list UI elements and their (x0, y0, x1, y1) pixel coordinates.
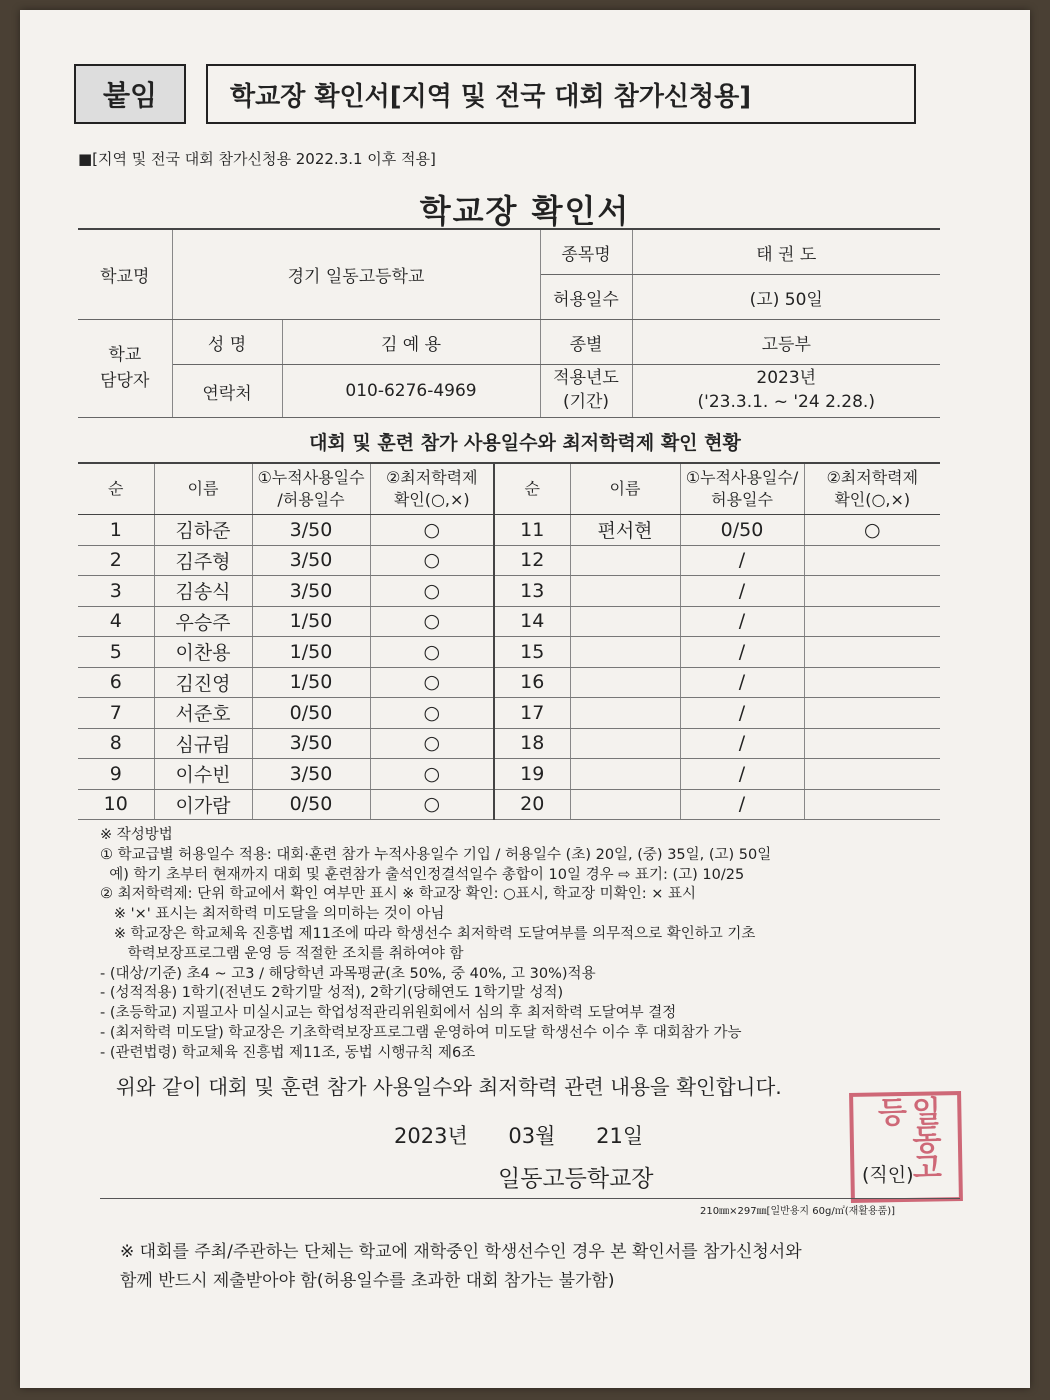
min-academic-check: ○ (370, 515, 494, 546)
table-row (78, 728, 940, 759)
student-name: 김주형 (154, 545, 252, 576)
division-label: 종별 (540, 320, 632, 365)
used-days: 1/50 (252, 606, 370, 637)
instruction-line: 학력보장프로그램 운영 등 적절한 조치를 취하여야 함 (100, 945, 464, 962)
official-seal: 일동고등 (849, 1091, 963, 1203)
table-row (78, 698, 940, 729)
used-days: / (680, 759, 804, 790)
student-name (570, 667, 680, 698)
row-num: 6 (78, 667, 154, 698)
attachment-tag: 붙임 (74, 64, 186, 124)
min-academic-check (804, 759, 940, 790)
instruction-line: ※ '×' 표시는 최저학력 미도달을 의미하는 것이 아님 (100, 906, 445, 923)
instruction-line: - (성적적용) 1학기(전년도 2학기말 성적), 2학기(당해연도 1학기말 성적) (100, 985, 564, 1002)
student-name: 우승주 (154, 606, 252, 637)
row-num: 17 (494, 698, 570, 729)
instruction-line: ※ 학교장은 학교체육 진흥법 제11조에 따라 학생선수 최저학력 도달여부를 의무적으로 확인하고 기초 (100, 925, 756, 942)
sport-value: 태 권 도 (632, 229, 940, 275)
col-name-2: 이름 (570, 463, 680, 515)
min-academic-check: ○ (370, 606, 494, 637)
student-name (570, 728, 680, 759)
min-academic-check: ○ (370, 759, 494, 790)
document-title: 학교장 확인서 (419, 192, 631, 230)
row-num: 19 (494, 759, 570, 790)
min-academic-check (804, 637, 940, 668)
contact-value: 010-6276-4969 (282, 365, 540, 418)
roster-table (78, 462, 940, 820)
name-label: 성 명 (172, 320, 282, 365)
student-name: 이가람 (154, 789, 252, 820)
school-label: 학교명 (78, 229, 172, 320)
issue-date (394, 1120, 677, 1150)
contact-label: 연락처 (172, 365, 282, 418)
year-value: 2023년 ('23.3.1. ~ '24 2.28.) (632, 365, 940, 418)
min-academic-check: ○ (804, 515, 940, 546)
student-name: 이찬용 (154, 637, 252, 668)
used-days: 3/50 (252, 515, 370, 546)
instruction-line: - (최저학력 미도달) 학교장은 기초학력보장프로그램 운영하여 미도달 학생선수 이수 후 대회참가 가능 (100, 1024, 742, 1041)
student-name (570, 698, 680, 729)
student-name (570, 606, 680, 637)
student-name: 김하준 (154, 515, 252, 546)
student-name: 심규림 (154, 728, 252, 759)
row-num: 20 (494, 789, 570, 820)
table-row (78, 759, 940, 790)
used-days: 3/50 (252, 759, 370, 790)
row-num: 5 (78, 637, 154, 668)
used-days: / (680, 789, 804, 820)
min-academic-check (804, 789, 940, 820)
instruction-line: - (초등학교) 지필고사 미실시교는 학업성적관리위원회에서 심의 후 최저학력 도달여부 결정 (100, 1005, 677, 1022)
used-days: 0/50 (252, 698, 370, 729)
row-num: 1 (78, 515, 154, 546)
col-num-2: 순 (494, 463, 570, 515)
divider (100, 1198, 960, 1199)
date-year: 2023년 (394, 1124, 468, 1148)
instruction-line: 예) 학기 초부터 현재까지 대회 및 훈련참가 출석인정결석일수 총합이 10일 경우 ⇨ 표기: (고) 10/25 (100, 866, 745, 883)
min-academic-check: ○ (370, 789, 494, 820)
min-academic-check (804, 728, 940, 759)
used-days: / (680, 606, 804, 637)
instructions (100, 826, 960, 1064)
instruction-line: ② 최저학력제: 단위 학교에서 확인 여부만 표시 ※ 학교장 확인: ○표시, 학교장 미확인: × 표시 (100, 886, 696, 903)
student-name: 서준호 (154, 698, 252, 729)
student-name: 김진영 (154, 667, 252, 698)
row-num: 4 (78, 606, 154, 637)
name-value: 김 예 용 (282, 320, 540, 365)
used-days: 1/50 (252, 637, 370, 668)
used-days: 0/50 (680, 515, 804, 546)
used-days: 0/50 (252, 789, 370, 820)
confirmation-statement: 위와 같이 대회 및 훈련 참가 사용일수와 최저학력 관련 내용을 확인합니다. (116, 1075, 782, 1099)
used-days: 3/50 (252, 545, 370, 576)
allowed-days-label: 허용일수 (540, 275, 632, 320)
row-num: 10 (78, 789, 154, 820)
used-days: / (680, 637, 804, 668)
student-name: 편서현 (570, 515, 680, 546)
section-title: 대회 및 훈련 참가 사용일수와 최저학력제 확인 현황 (309, 432, 741, 454)
division-value: 고등부 (632, 320, 940, 365)
col-name: 이름 (154, 463, 252, 515)
row-num: 8 (78, 728, 154, 759)
footer-note: ※ 대회를 주최/주관하는 단체는 학교에 재학중인 학생선수인 경우 본 확인서를 참가신청서와 함께 반드시 제출받아야 함(허용일수를 초과한 대회 참가는 불가함) (120, 1242, 802, 1291)
min-academic-check (804, 667, 940, 698)
document-page (20, 10, 1030, 1388)
manager-label: 학교 담당자 (78, 320, 172, 418)
principal-title: 일동고등학교장 (498, 1166, 654, 1192)
min-academic-check: ○ (370, 637, 494, 668)
min-academic-check: ○ (370, 698, 494, 729)
date-month: 03월 (508, 1124, 556, 1148)
used-days: / (680, 698, 804, 729)
row-num: 18 (494, 728, 570, 759)
row-num: 12 (494, 545, 570, 576)
student-name: 이수빈 (154, 759, 252, 790)
min-academic-check: ○ (370, 545, 494, 576)
used-days: / (680, 667, 804, 698)
header-title: 학교장 확인서[지역 및 전국 대회 참가신청용] (206, 64, 916, 124)
year-label: 적용년도 (기간) (540, 365, 632, 418)
min-academic-check: ○ (370, 667, 494, 698)
student-name (570, 759, 680, 790)
row-num: 15 (494, 637, 570, 668)
col-days: ①누적사용일수 /허용일수 (252, 463, 370, 515)
row-num: 3 (78, 576, 154, 607)
row-num: 11 (494, 515, 570, 546)
used-days: / (680, 576, 804, 607)
row-num: 7 (78, 698, 154, 729)
row-num: 16 (494, 667, 570, 698)
row-num: 2 (78, 545, 154, 576)
col-confirm: ②최저학력제 확인(○,×) (370, 463, 494, 515)
min-academic-check: ○ (370, 728, 494, 759)
student-name (570, 545, 680, 576)
instruction-line: - (대상/기준) 초4 ~ 고3 / 해당학년 과목평균(초 50%, 중 40%, 고 30%)적용 (100, 965, 596, 982)
min-academic-check (804, 576, 940, 607)
paper-spec: 210㎜×297㎜[일반용지 60g/㎡(재활용품)] (700, 1206, 896, 1217)
min-academic-check (804, 606, 940, 637)
used-days: 3/50 (252, 728, 370, 759)
allowed-days-value: (고) 50일 (632, 275, 940, 320)
student-name (570, 576, 680, 607)
table-row (78, 545, 940, 576)
table-row (78, 789, 940, 820)
min-academic-check: ○ (370, 576, 494, 607)
school-value: 경기 일동고등학교 (172, 229, 540, 320)
row-num: 13 (494, 576, 570, 607)
used-days: 3/50 (252, 576, 370, 607)
student-name (570, 789, 680, 820)
applicability-note: ■[지역 및 전국 대회 참가신청용 2022.3.1 이후 적용] (78, 150, 436, 168)
table-row (78, 667, 940, 698)
min-academic-check (804, 545, 940, 576)
min-academic-check (804, 698, 940, 729)
table-row (78, 637, 940, 668)
instruction-line: ① 학교급별 허용일수 적용: 대회·훈련 참가 누적사용일수 기입 / 허용일수 (초) 20일, (중) 35일, (고) 50일 (100, 846, 772, 863)
used-days: / (680, 728, 804, 759)
row-num: 14 (494, 606, 570, 637)
table-row (78, 515, 940, 546)
row-num: 9 (78, 759, 154, 790)
seal-label: (직인) (862, 1164, 914, 1186)
used-days: 1/50 (252, 667, 370, 698)
col-num: 순 (78, 463, 154, 515)
col-confirm-2: ②최저학력제 확인(○,×) (804, 463, 940, 515)
table-row (78, 606, 940, 637)
student-name (570, 637, 680, 668)
sport-label: 종목명 (540, 229, 632, 275)
school-info-table (78, 228, 940, 418)
date-day: 21일 (596, 1124, 644, 1148)
instruction-line: - (관련법령) 학교체육 진흥법 제11조, 동법 시행규칙 제6조 (100, 1044, 476, 1061)
student-name: 김송식 (154, 576, 252, 607)
table-row (78, 576, 940, 607)
instruction-line: ※ 작성방법 (100, 827, 173, 843)
used-days: / (680, 545, 804, 576)
col-days-2: ①누적사용일수/ 허용일수 (680, 463, 804, 515)
